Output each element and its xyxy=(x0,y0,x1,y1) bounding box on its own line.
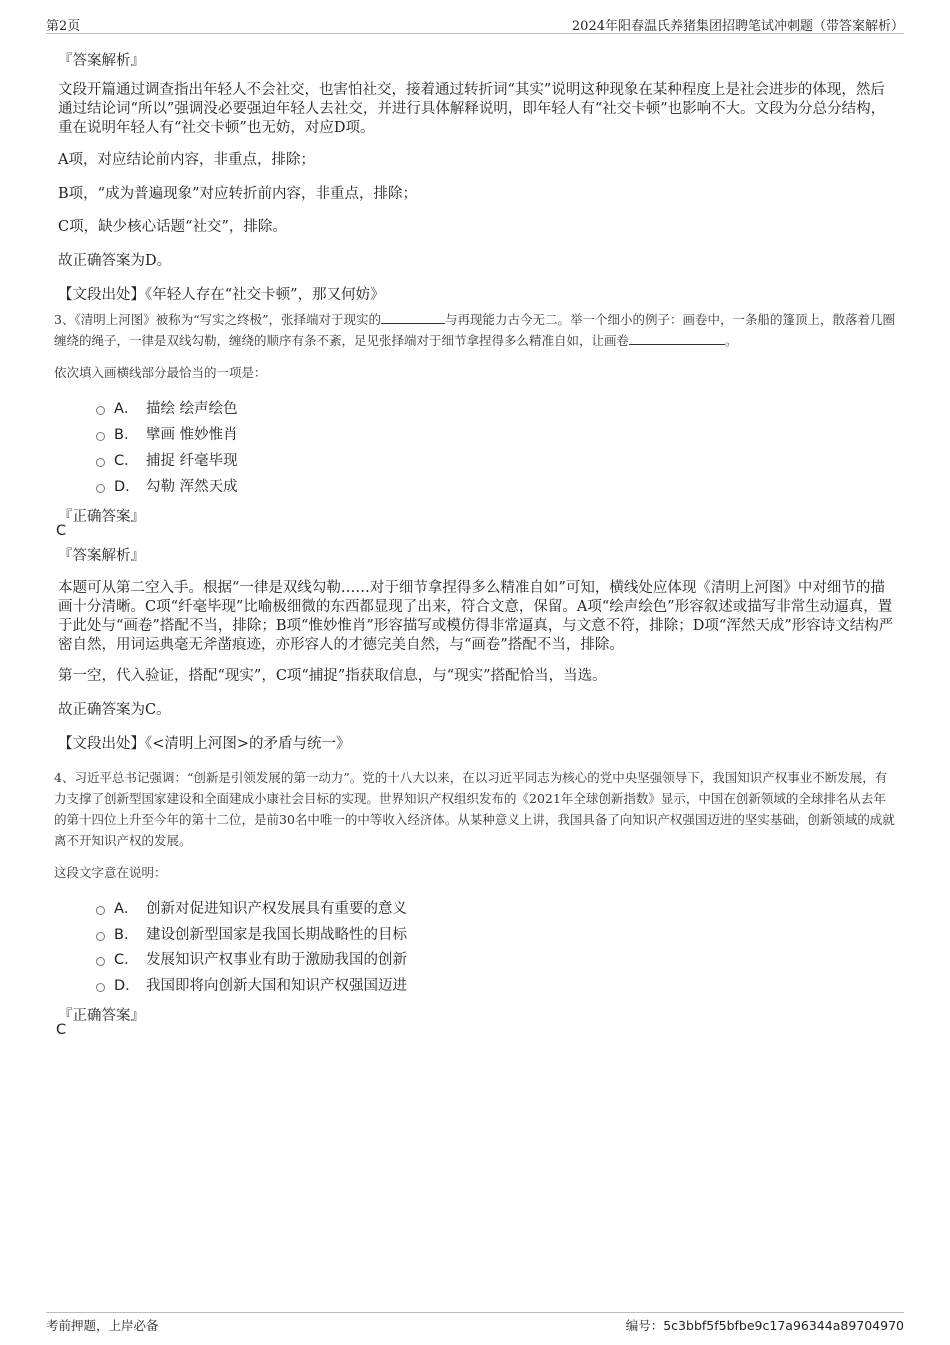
footer-slogan: 考前押题，上岸必备 xyxy=(46,1318,159,1333)
q4-option-b[interactable]: B． 建设创新型国家是我国长期战略性的目标 xyxy=(96,922,407,944)
q3-conclusion: 故正确答案为C。 xyxy=(58,702,171,718)
q3-blank-1 xyxy=(381,311,445,324)
q4-option-a[interactable]: A． 创新对促进知识产权发展具有重要的意义 xyxy=(96,896,407,918)
radio-icon[interactable] xyxy=(96,432,105,441)
q2-option-c-note: C项，缺少核心话题“社交”，排除。 xyxy=(58,219,287,235)
page-header xyxy=(46,13,904,34)
q2-option-b-note: B项，“成为普遍现象”对应转折前内容，非重点，排除； xyxy=(58,186,417,202)
q3-first-blank-note: 第一空，代入验证，搭配“现实”，C项“捕捉”指获取信息，与“现实”搭配恰当，当选。 xyxy=(58,668,607,684)
radio-icon[interactable] xyxy=(96,932,105,941)
q4-prompt: 这段文字意在说明： xyxy=(54,865,167,880)
q3-blank-2 xyxy=(629,332,725,345)
q3-correct-answer: C xyxy=(56,523,67,539)
q4-question-text: 4、习近平总书记强调：“创新是引领发展的第一动力”。党的十八大以来，在以习近平同志为核心的党中央坚强领导下，我国知识产权事业不断发展，有力支撑了创新型国家建设和全面建成小康社会目标的实现。世界知识产权组织发布的《2021年全球创新指数》显示，中国在创新领域的全球排名从去年的第十四位上升至今年的第十二位，是前30名中唯一的中等收入经济体。从某种意义上讲，我国具备了向知识产权强国迈进的坚实基础，创新领域的成就离不开知识产权的发展。 xyxy=(54,770,895,848)
q3-option-c[interactable]: C． 捕捉 纤毫毕现 xyxy=(96,448,238,470)
page-number: 第2页 xyxy=(46,19,81,34)
document-title: 2024年阳春温氏养猪集团招聘笔试冲刺题（带答案解析） xyxy=(571,19,904,34)
q2-analysis-paragraph: 文段开篇通过调查指出年轻人不会社交，也害怕社交，接着通过转折词“其实”说明这种现象在某种程度上是社会进步的体现，然后通过结论词“所以”强调没必要强迫年轻人去社交，并进行具体解释说明，即年轻人有“社交卡顿”也影响不大。文段为分总分结构，重在说明年轻人有“社交卡顿”也无妨，对应D项。 xyxy=(58,82,886,136)
q3-option-a[interactable]: A． 描绘 绘声绘色 xyxy=(96,396,238,418)
q2-conclusion: 故正确答案为D。 xyxy=(58,253,172,269)
q3-source: 【文段出处】《<清明上河图>的矛盾与统一》 xyxy=(58,736,351,752)
q3-analysis-paragraph: 本题可从第二空入手。根据“一律是双线勾勒……对于细节拿捏得多么精准自如”可知，横线处应体现《清明上河图》中对细节的描画十分清晰。C项“纤毫毕现”比喻极细微的东西都显现了出来，符合文意，保留。A项“绘声绘色”形容叙述或描写非常生动逼真，置于此处与“画卷”搭配不当，排除；B项“惟妙惟肖”形容描写或模仿得非常逼真，与文意不符，排除；D项“浑然天成”形容诗文结构严密自然，用词运典毫无斧凿痕迹，亦形容人的才德完美自然，与“画卷”搭配不当，排除。 xyxy=(58,580,894,653)
q2-option-a-note: A项，对应结论前内容，非重点，排除； xyxy=(58,152,315,168)
q3-analysis-heading: 『答案解析』 xyxy=(58,548,145,564)
radio-icon[interactable] xyxy=(96,406,105,415)
page-footer xyxy=(46,1312,904,1335)
radio-icon[interactable] xyxy=(96,957,105,966)
q3-option-d[interactable]: D． 勾勒 浑然天成 xyxy=(96,474,238,496)
q3-correct-heading: 『正确答案』 xyxy=(58,509,145,525)
q4-correct-heading: 『正确答案』 xyxy=(58,1008,145,1024)
radio-icon[interactable] xyxy=(96,983,105,992)
radio-icon[interactable] xyxy=(96,458,105,467)
q2-source: 【文段出处】《年轻人存在“社交卡顿”，那又何妨》 xyxy=(58,287,385,303)
q4-option-c[interactable]: C． 发展知识产权事业有助于激励我国的创新 xyxy=(96,947,407,969)
q4-correct-answer: C xyxy=(56,1022,67,1038)
document-code: 编号：5c3bbf5f5bfbe9c17a96344a89704970 xyxy=(625,1318,904,1333)
q3-question-text: 3、《清明上河图》被称为“写实之终极”，张择端对于现实的 与再现能力古今无二。举一个细小的例子：画卷中，一条船的篷顶上，散落着几圈缠绕的绳子，一律是双线勾勒，缠绕的顺序有条不紊，足见张择端对于细节拿捏得多么精准自如，让画卷 。 xyxy=(54,312,896,348)
q4-option-d[interactable]: D． 我国即将向创新大国和知识产权强国迈进 xyxy=(96,973,407,995)
radio-icon[interactable] xyxy=(96,484,105,493)
radio-icon[interactable] xyxy=(96,906,105,915)
q2-analysis-heading: 『答案解析』 xyxy=(58,53,145,69)
q3-option-b[interactable]: B． 擘画 惟妙惟肖 xyxy=(96,422,238,444)
q3-prompt: 依次填入画横线部分最恰当的一项是： xyxy=(54,365,267,380)
